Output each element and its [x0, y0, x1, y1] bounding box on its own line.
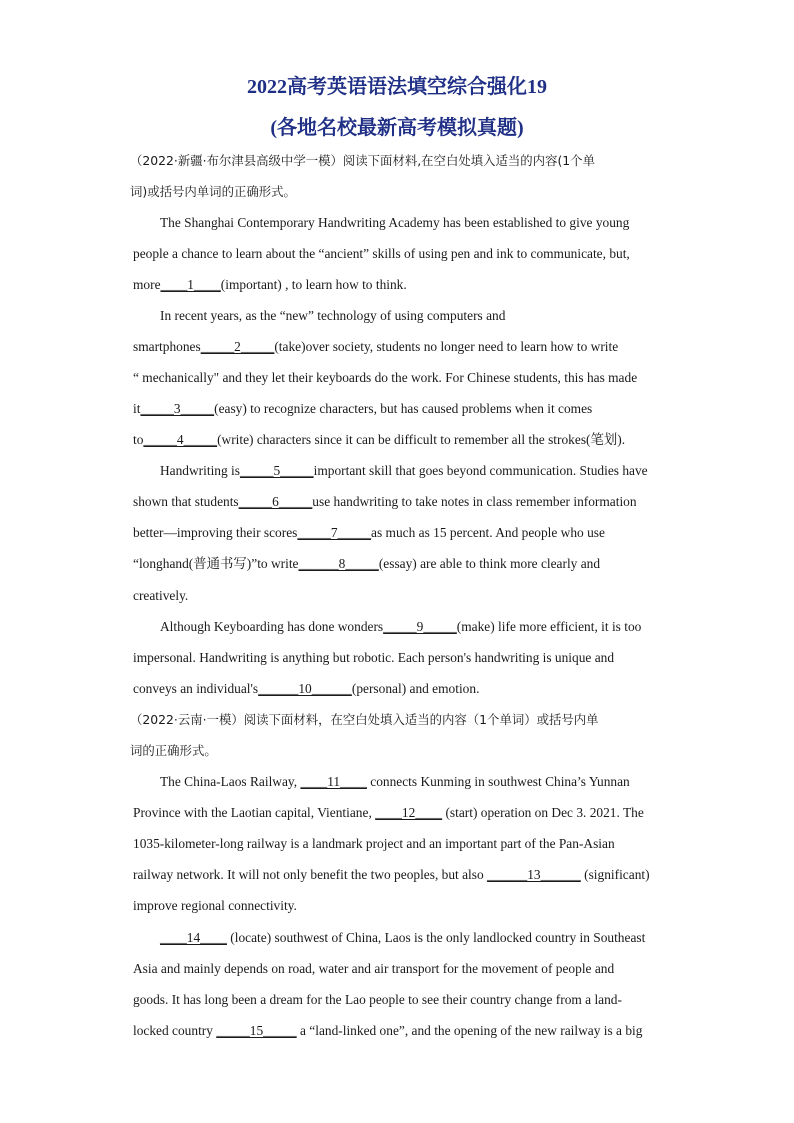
answer-blank[interactable]: ____1____ [160, 277, 221, 292]
line-text: goods. It has long been a dream for the Lao people to see their country change from a land- [133, 992, 622, 1007]
answer-blank[interactable]: _____3_____ [140, 401, 215, 416]
answer-blank[interactable]: ______10______ [258, 681, 352, 696]
answer-blank[interactable]: ______13______ [487, 867, 581, 882]
line-text: (locate) southwest of China, Laos is the only landlocked country in Southeast [226, 930, 646, 945]
line-text: more [133, 277, 161, 292]
text-line [160, 773, 630, 791]
text-line [133, 866, 650, 884]
text-line [160, 307, 505, 325]
line-text: Asia and mainly depends on road, water and air transport for the movement of people and [133, 961, 615, 976]
text-line [133, 493, 637, 511]
text-line [160, 214, 629, 232]
text-line [133, 897, 297, 915]
answer-blank[interactable]: _____6_____ [238, 494, 313, 509]
line-text: (personal) and emotion. [351, 681, 480, 696]
text-line [133, 835, 615, 853]
page-title: 2022高考英语语法填空综合强化19 [247, 76, 547, 98]
text-line [133, 431, 625, 449]
line-text: In recent years, as the “new” technology of using computers and [160, 308, 506, 323]
line-text: (essay) are able to think more clearly and [378, 556, 601, 571]
line-text: conveys an individual's [133, 681, 259, 696]
line-text: important skill that goes beyond communication. Studies have [313, 463, 648, 478]
text-line [133, 991, 622, 1009]
text-line [133, 524, 605, 542]
answer-blank[interactable]: _____15_____ [216, 1023, 297, 1038]
line-text: creatively. [133, 588, 189, 603]
line-text: Province with the Laotian capital, Vientiane, [133, 805, 376, 820]
text-line [160, 929, 645, 947]
line-text: (write) characters since it can be difficult to remember all the strokes(笔划). [217, 432, 626, 447]
text-line [133, 649, 614, 667]
text-line [133, 276, 407, 294]
line-text: （2022·新疆·布尔津县高级中学一模）阅读下面材料,在空白处填入适当的内容(1个单 [130, 153, 595, 168]
text-line [130, 742, 217, 760]
text-line [133, 960, 614, 978]
text-line [130, 183, 296, 201]
text-line [133, 680, 479, 698]
text-line [133, 369, 637, 387]
text-line [133, 804, 644, 822]
line-text: (make) life more efficient, it is too [456, 619, 642, 634]
line-text: people a chance to learn about the “ancient” skills of using pen and ink to communicate, but, [133, 246, 630, 261]
line-text: improve regional connectivity. [133, 898, 297, 913]
line-text: it [133, 401, 141, 416]
text-line [133, 400, 592, 418]
line-text: to [133, 432, 144, 447]
text-line [133, 245, 630, 263]
line-text: 1035-kilometer-long railway is a landmark project and an important part of the Pan-Asian [133, 836, 615, 851]
line-text: shown that students [133, 494, 239, 509]
answer-blank[interactable]: ______8_____ [298, 556, 379, 571]
text-line [130, 152, 595, 170]
line-text: better—improving their scores [133, 525, 298, 540]
line-text: connects Kunming in southwest China’s Yunnan [366, 774, 630, 789]
line-text: (take)over society, students no longer need to learn how to write [274, 339, 619, 354]
text-line [160, 618, 641, 636]
answer-blank[interactable]: _____5_____ [239, 463, 314, 478]
text-line [133, 555, 600, 573]
line-text: The Shanghai Contemporary Handwriting Academy has been established to give young [160, 215, 630, 230]
answer-blank[interactable]: ____11____ [300, 774, 367, 789]
line-text: locked country [133, 1023, 217, 1038]
line-text: 词)或括号内单词的正确形式。 [130, 184, 296, 199]
line-text: as much as 15 percent. And people who use [371, 525, 605, 540]
text-line [130, 711, 599, 729]
line-text: 词的正确形式。 [130, 743, 217, 758]
answer-blank[interactable]: _____7_____ [297, 525, 372, 540]
line-text: (start) operation on Dec 3. 2021. The [442, 805, 644, 820]
line-text: (significant) [580, 867, 650, 882]
answer-blank[interactable]: ____14____ [160, 930, 227, 945]
line-text: impersonal. Handwriting is anything but robotic. Each person's handwriting is unique and [133, 650, 615, 665]
line-text: Handwriting is [160, 463, 240, 478]
line-text: （2022·云南·一模）阅读下面材料，在空白处填入适当的内容（1个单词）或括号内单 [130, 712, 599, 727]
text-line [133, 338, 618, 356]
answer-blank[interactable]: _____4_____ [143, 432, 218, 447]
line-text: “ mechanically" and they let their keyboards do the work. For Chinese students, this has made [133, 370, 638, 385]
line-text: (important) , to learn how to think. [220, 277, 407, 292]
text-line [133, 1022, 642, 1040]
text-line [133, 587, 188, 605]
line-text: Although Keyboarding has done wonders [160, 619, 384, 634]
answer-blank[interactable]: ____12____ [375, 805, 443, 820]
line-text: “longhand(普通书写)”to write [133, 556, 299, 571]
line-text: use handwriting to take notes in class remember information [312, 494, 637, 509]
text-line [160, 462, 648, 480]
line-text: railway network. It will not only benefit the two peoples, but also [133, 867, 488, 882]
line-text: smartphones [133, 339, 201, 354]
answer-blank[interactable]: _____9_____ [383, 619, 457, 634]
line-text: a “land-linked one”, and the opening of the new railway is a big [296, 1023, 643, 1038]
page-subtitle: (各地名校最新高考模拟真题) [270, 117, 524, 139]
answer-blank[interactable]: _____2_____ [200, 339, 275, 354]
line-text: (easy) to recognize characters, but has caused problems when it comes [214, 401, 593, 416]
line-text: The China-Laos Railway, [160, 774, 301, 789]
